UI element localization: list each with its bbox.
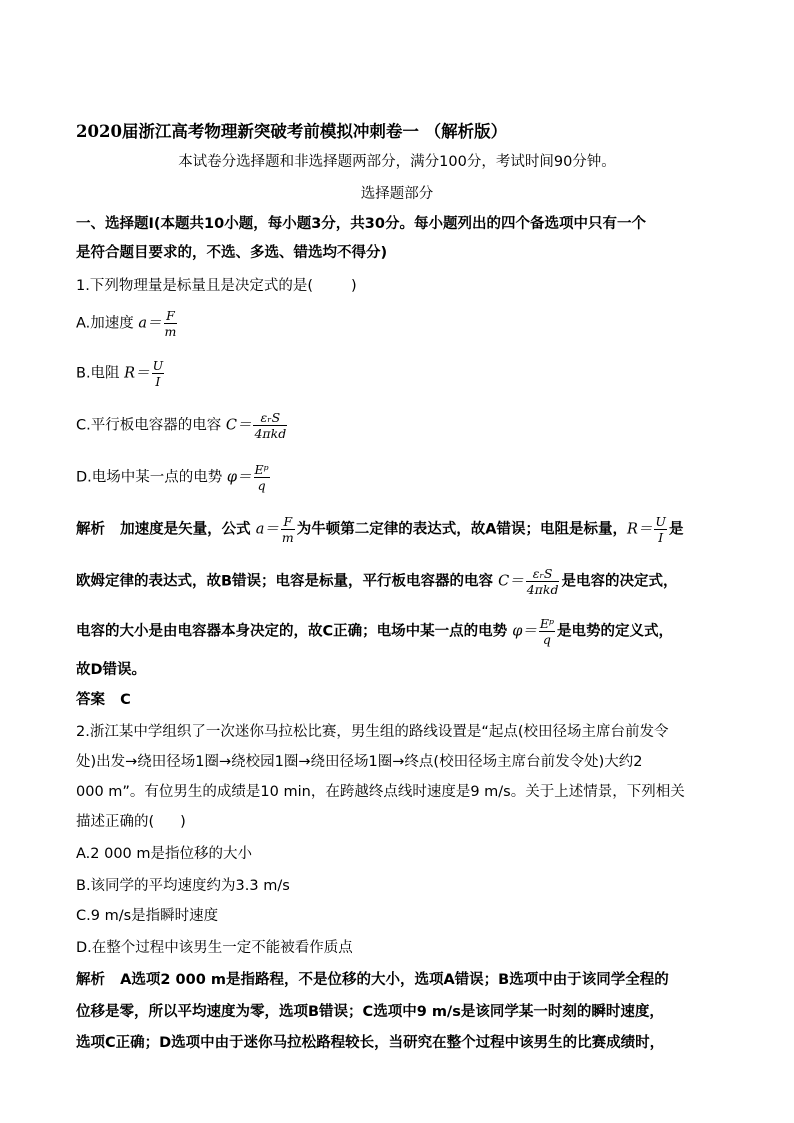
q2-option-b: B.该同学的平均速度约为3.3 m/s <box>76 878 290 894</box>
fraction <box>152 358 165 389</box>
q2-stem-close: ) <box>180 814 186 830</box>
q1-stem <box>76 276 736 296</box>
q1-option-c <box>76 410 736 441</box>
fraction-denominator: q <box>257 478 266 493</box>
fraction <box>526 566 560 597</box>
part1-heading-line1: 一、选择题Ⅰ(本题共10小题，每小题3分，共30分。每小题列出的四个备选项中只有一个 <box>76 216 646 232</box>
q2-stem-line1: 2.浙江某中学组织了一次迷你马拉松比赛，男生组的路线设置是“起点(校田径场主席台前发令 <box>76 724 669 740</box>
analysis-text: A选项2 000 m是指路程，不是位移的大小，选项A错误；B选项中由于该同学全程的 <box>120 972 669 988</box>
option-label: B.电阻 <box>76 365 125 382</box>
fraction-denominator: q <box>542 632 551 647</box>
formula-lhs: a＝ <box>138 315 162 332</box>
exam-intro: 本试卷分选择题和非选择题两部分，满分100分，考试时间90分钟。 <box>178 154 616 170</box>
fraction-denominator: 4πkd <box>254 426 287 441</box>
formula-lhs: φ＝ <box>226 469 252 486</box>
fraction-numerator: F <box>281 514 295 530</box>
part1-heading-line2: 是符合题目要求的，不选、多选、错选均不得分) <box>76 245 388 261</box>
q1-answer <box>76 690 736 710</box>
q2-stem-line4 <box>76 812 736 832</box>
fraction-denominator: 4πkd <box>526 582 559 597</box>
analysis-text: 是电势的定义式， <box>556 623 673 640</box>
section-title: 选择题部分 <box>360 186 434 202</box>
q2-stem-text: 描述正确的( <box>76 814 155 830</box>
fraction-numerator: Eᵖ <box>539 616 554 631</box>
fraction-numerator: εᵣS <box>526 566 560 582</box>
q2-stem-line3: 000 m”。有位男生的成绩是10 min，在跨越终点线时速度是9 m/s。关于上述情景，下列相关 <box>76 784 685 800</box>
analysis-label: 解析 <box>76 972 105 988</box>
answer-value: C <box>120 692 131 708</box>
q1-analysis-line4: 故D错误。 <box>76 662 147 678</box>
q1-analysis-line3: 电容的大小是由电容器本身决定的，故C正确；电场中某一点的电势 φ＝ $\frac{\text{Eᵖ}}{q}$ 是电势的定义式， <box>76 616 673 647</box>
q1-stem-text: 1.下列物理量是标量且是决定式的是( <box>76 278 313 294</box>
fraction-numerator: F <box>164 308 178 324</box>
analysis-text: 加速度是矢量，公式 <box>120 521 256 538</box>
analysis-text: 是电容的决定式， <box>561 573 678 590</box>
fraction <box>654 514 667 545</box>
analysis-text: 是 <box>668 521 684 538</box>
analysis-text: 电容的大小是由电容器本身决定的，故C正确；电场中某一点的电势 <box>76 623 513 640</box>
formula-lhs: R＝ <box>124 365 150 382</box>
q1-option-b <box>76 358 736 389</box>
fraction-denominator: m <box>281 530 294 545</box>
q2-option-a: A.2 000 m是指位移的大小 <box>76 846 253 862</box>
q1-option-a <box>76 308 736 339</box>
fraction-denominator: m <box>164 324 177 339</box>
q2-option-c: C.9 m/s是指瞬时速度 <box>76 908 219 924</box>
fraction-numerator: U <box>655 514 666 529</box>
answer-label: 答案 <box>76 692 105 708</box>
q2-analysis-line2: 位移是零，所以平均速度为零，选项B错误；C选项中9 m/s是该同学某一时刻的瞬时速度， <box>76 1004 664 1020</box>
analysis-text: 欧姆定律的表达式，故B错误；电容是标量，平行板电容器的电容 <box>76 573 499 590</box>
fraction-numerator: U <box>152 358 164 373</box>
fraction-denominator: I <box>658 530 664 545</box>
analysis-label: 解析 <box>76 521 105 538</box>
q1-analysis-line2: 欧姆定律的表达式，故B错误；电容是标量，平行板电容器的电容 C＝ $\frac{\text{εᵣS}}{\text{4πkd}}$ 是电容的决定式， <box>76 566 678 597</box>
fraction <box>254 462 270 493</box>
q1-stem-close: ) <box>351 278 357 294</box>
q2-analysis-line3: 选项C正确；D选项中由于迷你马拉松路程较长，当研究在整个过程中该男生的比赛成绩时， <box>76 1035 665 1051</box>
fraction <box>281 514 295 545</box>
fraction-denominator: I <box>155 374 161 389</box>
q2-analysis-line1 <box>76 970 736 990</box>
analysis-text: 为牛顿第二定律的表达式，故A错误；电阻是标量， <box>296 521 627 538</box>
option-label: A.加速度 <box>76 315 139 332</box>
option-label: D.电场中某一点的电势 <box>76 469 227 486</box>
option-label: C.平行板电容器的电容 <box>76 417 226 434</box>
fraction <box>539 616 555 647</box>
q1-analysis-line1: 解析 加速度是矢量，公式 a＝ $\frac{F}{m}$ 为牛顿第二定律的表达式，故A错误；电阻是标量，R＝ $\frac{U}{I}$ 是 <box>76 514 684 545</box>
q2-stem-line2: 处)出发→绕田径场1圈→绕校园1圈→绕田径场1圈→终点(校田径场主席台前发令处)大约2 <box>76 754 643 770</box>
q1-option-d <box>76 462 736 493</box>
fraction-numerator: εᵣS <box>253 410 287 426</box>
fraction-numerator: Eᵖ <box>254 462 269 477</box>
fraction <box>164 308 178 339</box>
q2-option-d: D.在整个过程中该男生一定不能被看作质点 <box>76 940 353 956</box>
fraction <box>253 410 287 441</box>
document-title: 2020届浙江高考物理新突破考前模拟冲刺卷一 （解析版） <box>76 122 508 141</box>
formula-lhs: C＝ <box>225 417 252 434</box>
